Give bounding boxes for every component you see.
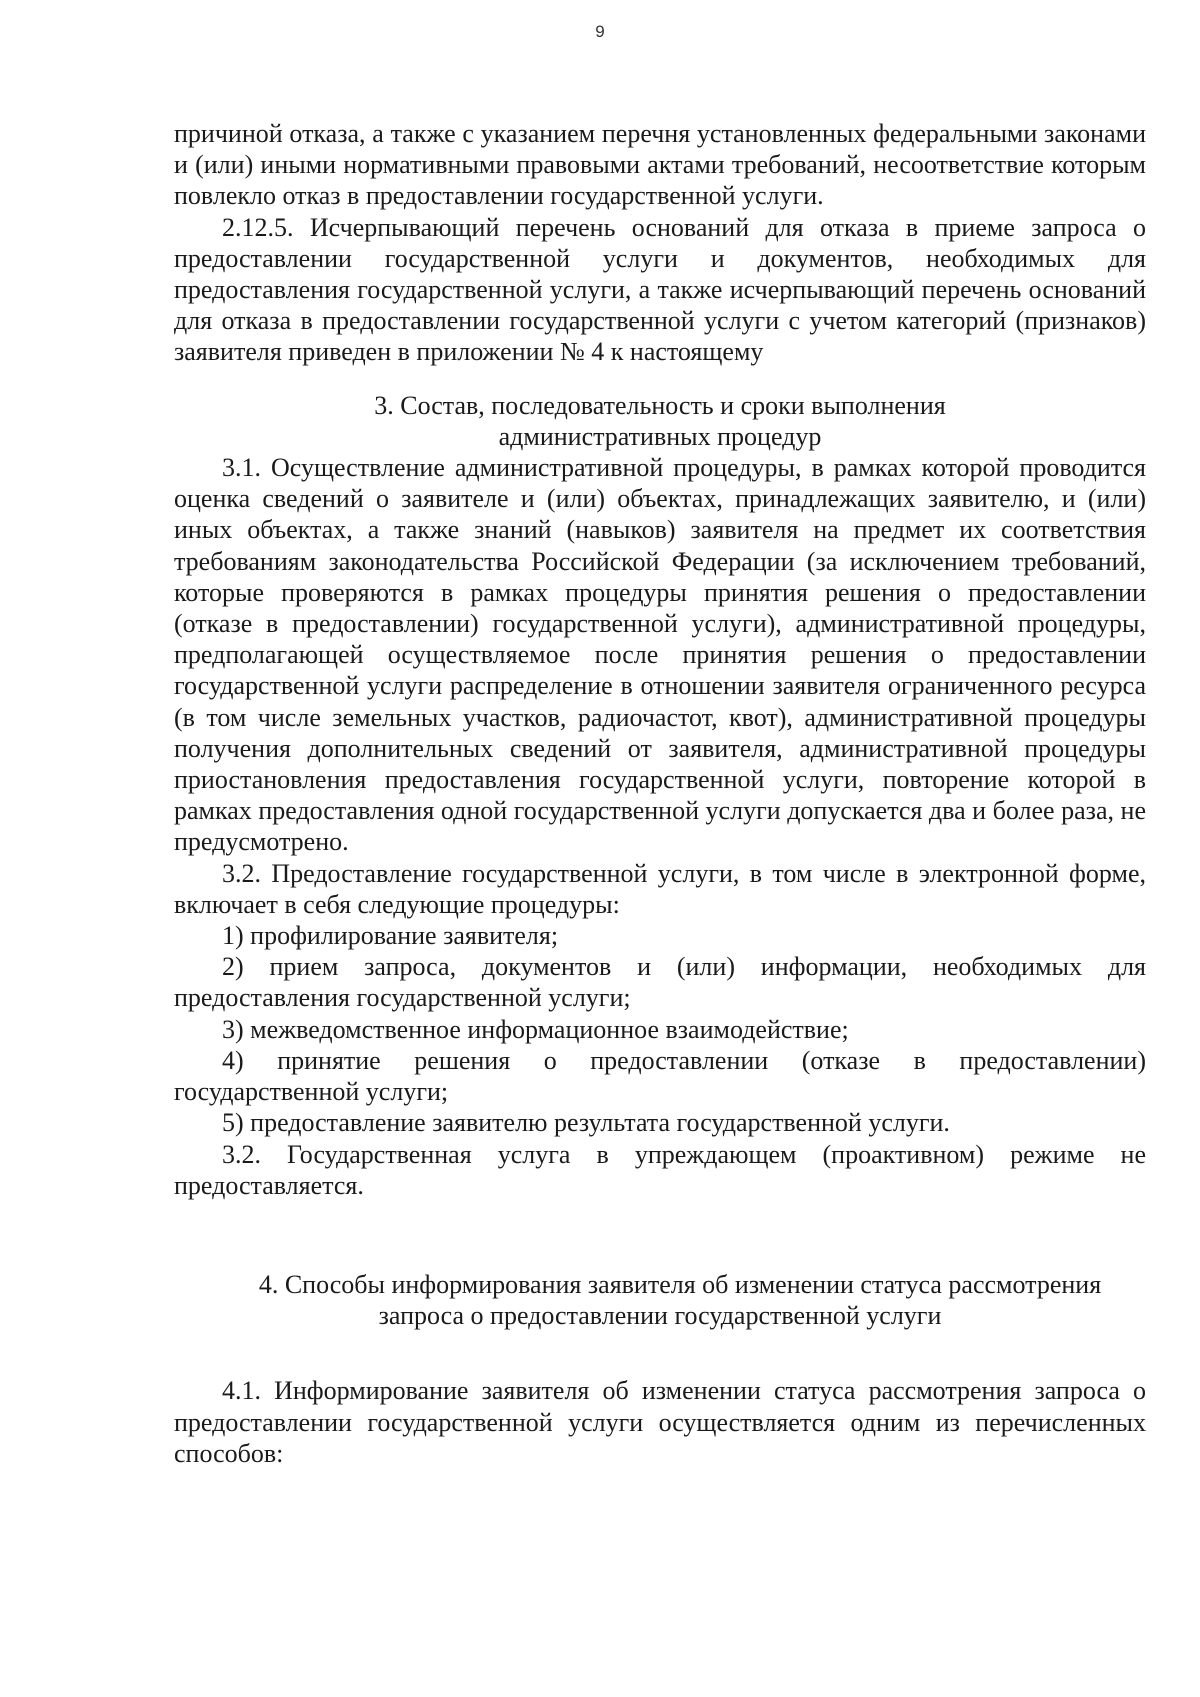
section-3-heading-line-2: административных процедур <box>498 421 822 451</box>
section-3-heading-line-1: 3. Состав, последовательность и сроки выполнения <box>374 390 946 420</box>
section-4-heading <box>174 1269 1146 1331</box>
paragraph-3-1: 3.1. Осуществление административной процедуры, в рамках которой проводится оценка сведений о заявителе и (или) объектах, принадлежащих заявителю, и (или) иных объектах, а также знаний (навыков) заявителя на предмет их соответствия требованиям законодательства Российской Федерации (за исключением требований, которые проверяются в рамках процедуры принятия решения о предоставлении (отказе в предоставлении) государственной услуги), административной процедуры, предполагающей осуществляемое после принятия решения о предоставлении государственной услуги распределение в отношении заявителя ограниченного ресурса (в том числе земельных участков, радиочастот, квот), административной процедуры получения дополнительных сведений от заявителя, административной процедуры приостановления предоставления государственной услуги, повторение которой в рамках предоставления одной государственной услуги допускается два и более раза, не предусмотрено. <box>174 453 1146 857</box>
page-number: 9 <box>595 22 605 41</box>
section-3-heading <box>174 390 1146 452</box>
paragraph-2-12-5: 2.12.5. Исчерпывающий перечень оснований для отказа в приеме запроса о предоставлении государственной услуги и документов, необходимых для предоставления государственной услуги, а также исчерпывающий перечень оснований для отказа в предоставлении государственной услуги с учетом категорий (признаков) заявителя приведен в приложении № 4 к настоящему <box>174 212 1146 367</box>
list-item-4: 4) принятие решения о предоставлении (отказе в предоставлении) государственной услуги; <box>174 1045 1146 1107</box>
paragraph-continuation: причиной отказа, а также с указанием перечня установленных федеральными законами и (или) иными нормативными правовыми актами требований, несоответствие которым повлекло отказ в предоставлении государственной услуги. <box>174 119 1146 211</box>
section-4-heading-line-1: 4. Способы информирования заявителя об изменении статуса рассмотрения <box>258 1269 1102 1299</box>
paragraph-3-2-proactive: 3.2. Государственная услуга в упреждающем (проактивном) режиме не предоставляется. <box>174 1139 1146 1200</box>
list-item-2: 2) прием запроса, документов и (или) информации, необходимых для предоставления государственной услуги; <box>174 952 1146 1013</box>
document-body <box>174 118 1146 1469</box>
section-4-heading-line-2: запроса о предоставлении государственной услуги <box>378 1301 942 1331</box>
list-item-1: 1) профилирование заявителя; <box>222 921 559 951</box>
paragraph-4-1: 4.1. Информирование заявителя об изменении статуса рассмотрения запроса о предоставлении государственной услуги осуществляется одним из перечисленных способов: <box>174 1376 1146 1468</box>
list-item-3: 3) межведомственное информационное взаимодействие; <box>222 1014 849 1044</box>
paragraph-3-2: 3.2. Предоставление государственной услуги, в том числе в электронной форме, включает в себя следующие процедуры: <box>174 858 1146 919</box>
list-item-5: 5) предоставление заявителю результата государственной услуги. <box>222 1108 950 1138</box>
